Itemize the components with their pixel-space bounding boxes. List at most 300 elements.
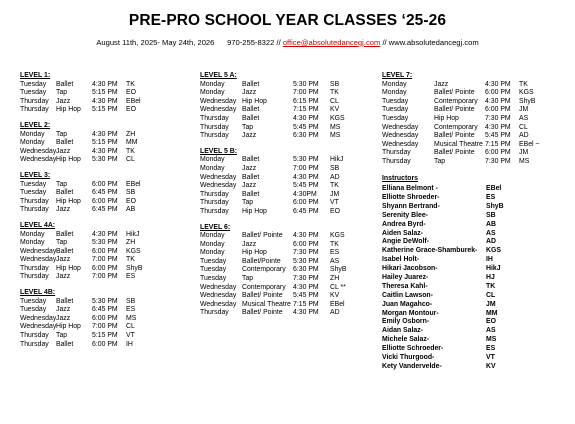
day-cell: Thursday <box>20 97 49 105</box>
day-cell: Thursday <box>200 123 229 131</box>
class-cell: Jazz <box>56 97 71 105</box>
class-row <box>200 191 378 200</box>
class-cell: Tap <box>56 239 68 247</box>
class-cell: Ballet <box>242 80 260 88</box>
class-row <box>20 206 198 215</box>
class-cell: Ballet/ Pointe <box>434 89 475 97</box>
time-cell: 6:30 PM <box>293 132 319 140</box>
class-cell: Jazz <box>56 273 71 281</box>
class-cell: Tap <box>56 180 68 188</box>
class-cell: Hip Hop <box>242 97 267 105</box>
time-cell: 6:00 PM <box>92 264 118 272</box>
instructor-name: Juan Magahco- <box>382 300 433 308</box>
instructor-cell: KV <box>330 292 340 300</box>
class-row <box>200 81 378 90</box>
time-cell: 6:00 PM <box>92 340 118 348</box>
instructor-cell: EO <box>126 106 136 114</box>
day-cell: Monday <box>200 80 225 88</box>
class-row <box>200 249 378 258</box>
class-row <box>200 156 378 165</box>
instructor-row <box>382 247 567 256</box>
instructor-cell: ZH <box>330 275 340 283</box>
level-heading: LEVEL 4A: <box>20 221 56 229</box>
instructor-cell: ZH <box>126 130 136 138</box>
class-cell: Ballet <box>56 340 74 348</box>
instructor-cell: VT <box>126 332 135 340</box>
instructor-code: AD <box>486 238 496 246</box>
instructor-cell: SB <box>330 80 340 88</box>
day-cell: Thursday <box>200 132 229 140</box>
class-row <box>200 266 378 275</box>
day-cell: Tuesday <box>382 106 409 114</box>
class-cell: Jazz <box>242 182 257 190</box>
time-cell: 6:15 PM <box>293 97 319 105</box>
class-row <box>20 148 198 157</box>
class-row <box>20 156 198 165</box>
class-row <box>200 208 378 217</box>
day-cell: Wednesday <box>20 247 57 255</box>
day-cell: Wednesday <box>382 123 419 131</box>
instructor-row <box>382 265 567 274</box>
time-cell: 4:30 PM <box>92 80 118 88</box>
instructor-cell: AS <box>519 114 529 122</box>
class-cell: Hip Hop <box>242 207 267 215</box>
class-row <box>382 132 567 141</box>
instructor-row <box>382 345 567 354</box>
instructor-name: Caitlin Lawson- <box>382 291 433 299</box>
day-cell: Wednesday <box>20 323 57 331</box>
instructor-name: Morgan Montour- <box>382 309 439 317</box>
class-cell: Hip Hop <box>56 106 81 114</box>
time-cell: 5:15 PM <box>92 139 118 147</box>
time-cell: 4:30 PM <box>293 232 319 240</box>
day-cell: Wednesday <box>382 132 419 140</box>
instructor-cell: SB <box>126 189 136 197</box>
email-link[interactable]: office@absolutedancegj.com <box>282 38 381 47</box>
day-cell: Thursday <box>20 273 49 281</box>
day-cell: Monday <box>382 80 407 88</box>
class-cell: Jazz <box>242 132 257 140</box>
instructor-code: ES <box>486 345 496 353</box>
class-row <box>382 158 567 167</box>
class-cell: Hip Hop <box>56 156 81 164</box>
level-heading: LEVEL 2: <box>20 121 51 129</box>
time-cell: 4:30 PM <box>485 123 511 131</box>
class-cell: Ballet <box>56 189 74 197</box>
time-cell: 4:30 PM <box>485 80 511 88</box>
level-heading: LEVEL 5 A: <box>200 72 237 79</box>
class-row <box>20 189 198 198</box>
instructor-cell: CL <box>519 123 528 131</box>
instructor-cell: KGS <box>519 89 534 97</box>
day-cell: Wednesday <box>20 314 57 322</box>
level-section <box>20 72 198 115</box>
time-cell: 4:30 PM <box>293 114 319 122</box>
level-section <box>20 222 198 282</box>
class-cell: Hip Hop <box>242 249 267 257</box>
instructor-cell: EBel <box>126 180 141 188</box>
instructor-cell: AD <box>519 132 529 140</box>
class-cell: Ballet/ Pointe <box>242 292 283 300</box>
time-cell: 5:45 PM <box>293 123 319 131</box>
day-cell: Thursday <box>20 264 49 272</box>
day-cell: Thursday <box>382 157 411 165</box>
time-cell: 4:30 PM <box>293 173 319 181</box>
instructor-row <box>382 354 567 363</box>
class-cell: Jazz <box>56 314 71 322</box>
class-cell: Ballet/ Pointe <box>434 106 475 114</box>
instructor-cell: EO <box>330 207 340 215</box>
class-cell: Ballet <box>56 139 74 147</box>
time-cell: 5:30 PM <box>293 80 319 88</box>
class-row <box>200 301 378 310</box>
instructor-cell: KV <box>330 106 340 114</box>
instructor-name: Hailey Juarez- <box>382 274 429 282</box>
instructor-row <box>382 336 567 345</box>
class-cell: Tap <box>242 199 254 207</box>
instructor-code: ES <box>486 194 496 202</box>
class-cell: Jazz <box>56 206 71 214</box>
day-cell: Monday <box>200 232 225 240</box>
schedule-column-3 <box>382 72 567 372</box>
day-cell: Thursday <box>200 309 229 317</box>
day-cell: Wednesday <box>200 97 237 105</box>
level-section <box>200 148 378 217</box>
instructor-cell: TK <box>330 89 339 97</box>
time-cell: 7:00 PM <box>92 273 118 281</box>
instructor-code: HJ <box>486 274 495 282</box>
instructor-cell: HikJ <box>330 156 344 164</box>
time-cell: 6:00 PM <box>293 199 319 207</box>
class-cell: Contemporary <box>434 123 478 131</box>
time-cell: 5:15 PM <box>92 332 118 340</box>
time-cell: 6:00 PM <box>92 314 118 322</box>
time-cell: 6:00 PM <box>485 106 511 114</box>
time-cell: 4:30 PM <box>92 230 118 238</box>
day-cell: Monday <box>200 240 225 248</box>
class-row <box>20 181 198 190</box>
day-cell: Monday <box>20 139 45 147</box>
day-cell: Tuesday <box>200 275 227 283</box>
instructor-cell: ShyB <box>330 266 347 274</box>
instructor-name: Katherine Grace-Shamburek- <box>382 247 478 255</box>
day-cell: Tuesday <box>20 89 47 97</box>
class-cell: Musical Theatre <box>242 300 291 308</box>
day-cell: Monday <box>200 156 225 164</box>
instructor-row <box>382 230 567 239</box>
instructor-cell: TK <box>126 256 135 264</box>
class-cell: Hip Hop <box>56 323 81 331</box>
level-section <box>20 289 198 349</box>
class-row <box>200 106 378 115</box>
instructor-list <box>382 185 567 372</box>
class-row <box>200 132 378 141</box>
time-cell: 6:00 PM <box>92 247 118 255</box>
time-cell: 7:15 PM <box>293 106 319 114</box>
instructor-name: Vicki Thurgood- <box>382 354 435 362</box>
day-cell: Thursday <box>200 114 229 122</box>
instructor-cell: IH <box>126 340 133 348</box>
time-cell: 7:15 PM <box>293 300 319 308</box>
instructor-cell: CL ** <box>330 283 346 291</box>
class-row <box>20 231 198 240</box>
instructor-name: Shyann Bertrand- <box>382 202 440 210</box>
instructor-name: Elliotte Shroeder- <box>382 194 440 202</box>
instructor-cell: TK <box>126 147 135 155</box>
instructor-cell: MM <box>126 139 138 147</box>
time-cell: 5:15 PM <box>92 89 118 97</box>
time-cell: 5:45 PM <box>293 182 319 190</box>
class-row <box>200 199 378 208</box>
class-row <box>382 81 567 90</box>
class-row <box>20 81 198 90</box>
day-cell: Wednesday <box>200 283 237 291</box>
class-row <box>200 258 378 267</box>
time-cell: 5:30 PM <box>293 156 319 164</box>
level-heading: LEVEL 5 B: <box>200 147 238 155</box>
level-section <box>200 224 378 319</box>
class-cell: Contemporary <box>242 283 286 291</box>
time-cell: 7:15 PM <box>485 140 511 148</box>
class-row <box>200 275 378 284</box>
class-cell: Jazz <box>56 256 71 264</box>
class-row <box>20 256 198 265</box>
instructor-cell: ZH <box>126 239 136 247</box>
time-cell: 6:00 PM <box>293 240 319 248</box>
page-title: PRE-PRO SCHOOL YEAR CLASSES ‘25-26 <box>128 12 447 29</box>
class-cell: Ballet/ Pointe <box>242 232 283 240</box>
instructor-cell: JM <box>519 149 529 157</box>
day-cell: Thursday <box>200 190 229 198</box>
day-cell: Tuesday <box>20 297 47 305</box>
day-cell: Thursday <box>20 340 49 348</box>
schedule-column-2 <box>200 72 378 325</box>
instructor-name: Elliana Belmont - <box>382 185 438 193</box>
instructor-row <box>382 283 567 292</box>
instructor-cell: HikJ <box>126 230 140 238</box>
class-cell: Jazz <box>242 240 257 248</box>
day-cell: Tuesday <box>200 257 227 265</box>
class-cell: Ballet/ Pointe <box>434 149 475 157</box>
day-cell: Tuesday <box>20 80 47 88</box>
instructor-row <box>382 238 567 247</box>
class-row <box>200 182 378 191</box>
instructor-cell: ES <box>330 249 340 257</box>
instructor-row <box>382 363 567 372</box>
instructor-cell: TK <box>519 80 528 88</box>
day-cell: Thursday <box>20 332 49 340</box>
class-row <box>20 248 198 257</box>
class-cell: Ballet <box>56 230 74 238</box>
class-row <box>200 115 378 124</box>
day-cell: Wednesday <box>20 147 57 155</box>
day-cell: Monday <box>20 230 45 238</box>
time-cell: 6:00 PM <box>485 149 511 157</box>
time-cell: 6:45 PM <box>92 206 118 214</box>
time-cell: 4:30 PM <box>92 147 118 155</box>
class-cell: Ballet <box>242 190 260 198</box>
instructor-cell: KGS <box>330 232 345 240</box>
time-cell: 7:30 PM <box>293 275 319 283</box>
instructor-code: ShyB <box>486 202 504 210</box>
instructor-name: Elliotte Schroeder- <box>382 345 444 353</box>
class-cell: Hip Hop <box>56 264 81 272</box>
instructor-code: AS <box>486 327 496 335</box>
class-row <box>20 298 198 307</box>
class-row <box>20 265 198 274</box>
class-row <box>200 292 378 301</box>
class-cell: Tap <box>434 157 446 165</box>
level-heading: LEVEL 4B: <box>20 289 56 297</box>
class-row <box>20 332 198 341</box>
instructor-name: Michele Salaz- <box>382 336 430 344</box>
class-cell: Ballet <box>242 173 260 181</box>
class-row <box>20 315 198 324</box>
day-cell: Tuesday <box>382 97 409 105</box>
day-cell: Wednesday <box>200 173 237 181</box>
class-row <box>200 165 378 174</box>
instructor-name: Emily Osborn- <box>382 318 430 326</box>
day-cell: Thursday <box>382 149 411 157</box>
time-cell: 7:00 PM <box>293 164 319 172</box>
instructor-code: MS <box>486 336 497 344</box>
class-row <box>382 149 567 158</box>
subtitle <box>0 38 575 47</box>
instructor-code: EBel <box>486 185 502 193</box>
instructor-code: AB <box>486 220 496 228</box>
time-cell: 7:00 PM <box>92 256 118 264</box>
instructor-code: IH <box>486 256 493 264</box>
instructor-cell: EBel <box>330 300 345 308</box>
class-row <box>20 139 198 148</box>
instructor-cell: AS <box>330 257 340 265</box>
level-section <box>20 122 198 165</box>
day-cell: Wednesday <box>200 300 237 308</box>
class-row <box>20 106 198 115</box>
instructor-cell: TK <box>126 80 135 88</box>
instructor-row <box>382 203 567 212</box>
day-cell: Wednesday <box>20 156 57 164</box>
class-cell: Jazz <box>434 80 449 88</box>
schedule-column-1 <box>20 72 198 356</box>
day-cell: Monday <box>200 164 225 172</box>
class-cell: Jazz <box>242 89 257 97</box>
time-cell: 6:00 PM <box>92 180 118 188</box>
day-cell: Tuesday <box>200 266 227 274</box>
class-row <box>20 89 198 98</box>
time-cell: 4:30 PM <box>92 97 118 105</box>
class-cell: Ballet <box>242 106 260 114</box>
day-cell: Wednesday <box>382 140 419 148</box>
day-cell: Thursday <box>20 206 49 214</box>
time-cell: 5:30 PM <box>92 297 118 305</box>
instructor-code: AS <box>486 229 496 237</box>
day-cell: Thursday <box>200 207 229 215</box>
instructor-name: Serenity Blee- <box>382 211 428 219</box>
level-section <box>382 72 567 167</box>
day-cell: Tuesday <box>20 180 47 188</box>
instructor-row <box>382 327 567 336</box>
instructor-cell: ShyB <box>519 97 536 105</box>
instructor-cell: EO <box>126 89 136 97</box>
instructor-row <box>382 212 567 221</box>
instructor-cell: KGS <box>330 114 345 122</box>
class-cell: Tap <box>242 123 254 131</box>
time-cell: 5:45 PM <box>293 292 319 300</box>
class-cell: Ballet <box>56 80 74 88</box>
time-cell: 4:30 PM <box>92 130 118 138</box>
instructor-row <box>382 221 567 230</box>
class-row <box>200 174 378 183</box>
website-link[interactable]: // www.absolutedancegj.com <box>382 38 479 47</box>
time-cell: 4:30 PM <box>485 97 511 105</box>
time-cell: 6:00 PM <box>92 197 118 205</box>
time-cell: 4:30PM <box>293 190 317 198</box>
instructor-cell: TK <box>330 182 339 190</box>
time-cell: 5:30 PM <box>293 257 319 265</box>
instructor-name: Kety Vandervelde- <box>382 362 442 370</box>
instructor-cell: CL <box>126 156 135 164</box>
class-cell: Jazz <box>56 147 71 155</box>
class-row <box>382 124 567 133</box>
class-row <box>382 98 567 107</box>
time-cell: 5:30 PM <box>92 156 118 164</box>
instructor-code: EO <box>486 318 496 326</box>
class-cell: Tap <box>242 275 254 283</box>
phone-number: 970-255-8322 // <box>227 38 281 47</box>
class-cell: Ballet/ Pointe <box>434 132 475 140</box>
level-section <box>20 172 198 215</box>
instructor-cell: KGS <box>126 247 141 255</box>
instructor-cell: ES <box>126 306 136 314</box>
day-cell: Tuesday <box>382 114 409 122</box>
class-row <box>382 115 567 124</box>
instructor-cell: AB <box>126 206 136 214</box>
instructor-row <box>382 256 567 265</box>
date-range: August 11th, 2025- May 24th, 2026 <box>96 38 215 47</box>
class-cell: Ballet <box>56 297 74 305</box>
instructor-cell: JM <box>519 106 529 114</box>
class-cell: Tap <box>56 89 68 97</box>
instructor-row <box>382 310 567 319</box>
instructor-cell: MS <box>126 314 137 322</box>
class-cell: Ballet/ Pointe <box>242 309 283 317</box>
instructor-cell: TK <box>330 240 339 248</box>
time-cell: 7:30 PM <box>485 157 511 165</box>
class-row <box>382 89 567 98</box>
instructor-cell: MS <box>330 123 341 131</box>
instructor-cell: SB <box>330 164 340 172</box>
instructor-name: Angie DeWolf- <box>382 238 429 246</box>
day-cell: Monday <box>382 89 407 97</box>
class-row <box>20 273 198 282</box>
instructor-name: Theresa Kahl- <box>382 282 428 290</box>
class-row <box>20 239 198 248</box>
day-cell: Monday <box>20 130 45 138</box>
time-cell: 6:30 PM <box>293 266 319 274</box>
instructor-name: Hikari Jacobson- <box>382 265 438 273</box>
instructor-row <box>382 292 567 301</box>
class-cell: Tap <box>56 130 68 138</box>
day-cell: Monday <box>200 249 225 257</box>
class-row <box>200 284 378 293</box>
instructor-code: MM <box>486 309 498 317</box>
time-cell: 6:45 PM <box>92 306 118 314</box>
instructor-name: Aidan Salaz- <box>382 327 423 335</box>
instructor-cell: ShyB <box>126 264 143 272</box>
instructor-cell: MS <box>519 157 530 165</box>
class-row <box>200 124 378 133</box>
